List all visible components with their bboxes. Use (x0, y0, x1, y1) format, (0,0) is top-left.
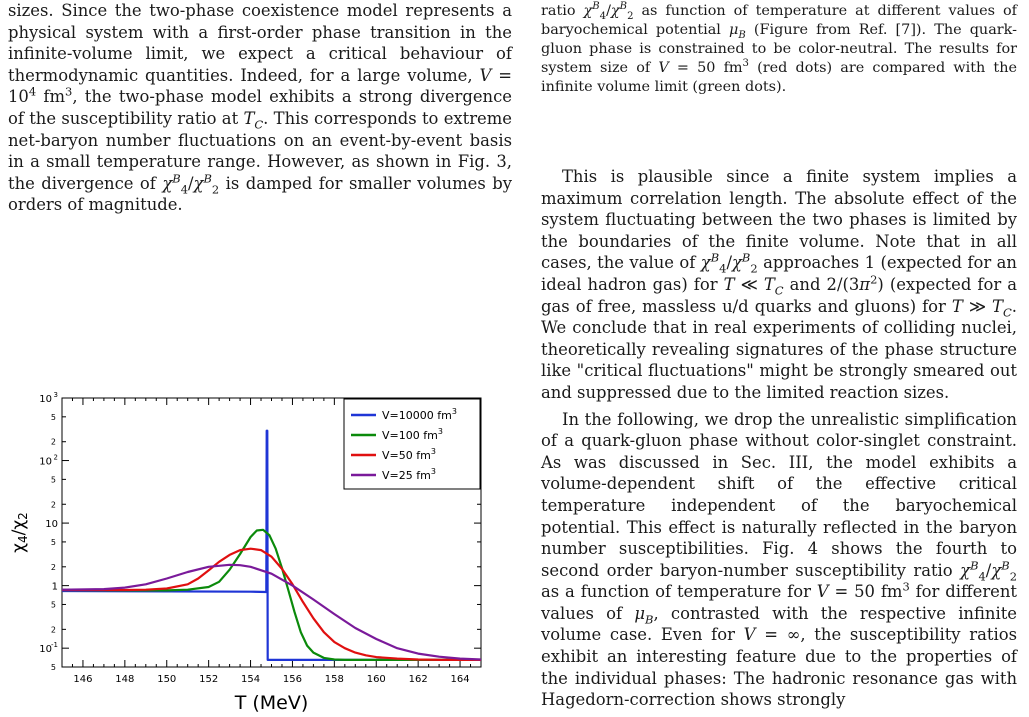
x-tick-label: 156 (282, 674, 302, 685)
y-major-tick-exponent: 2 (53, 453, 58, 462)
y-major-tick-exponent: -1 (51, 641, 58, 650)
y-minor-tick-label: 5 (50, 600, 56, 610)
y-minor-tick-label: 2 (50, 625, 56, 635)
y-minor-tick-label: 2 (50, 500, 56, 510)
y-minor-tick-label: 5 (50, 475, 56, 485)
x-axis-label: T (MeV) (234, 692, 309, 714)
y-minor-tick-label: 5 (50, 663, 56, 672)
series-line-2 (62, 549, 481, 660)
right-text-column (541, 166, 1017, 711)
y-major-tick-label: 1 (51, 581, 58, 593)
right-paragraph-2: In the following, we drop the unrealistic simplification of a quark-gluon phase without color-singlet constraint. As was discussed in Sec. III, the model exhibits a volume-dependent shift of the effective critical temperature independent of the baryochemical potential. This effect is naturally reflected in the baryon number susceptibilities. Fig. 4 shows the fourth to second order baryon-number susceptibility ratio $\chi^B_4/\chi^B_2$ as a function of temperature for V = 50 $fm^3$ for different values of $\mu_B$, contrasted with the respective infinite volume case. Even for V = ∞, the susceptibility ratios exhibit an interesting feature due to the properties of the individual phases: The hadronic resonance gas with Hagedorn-correction shows strongly (541, 409, 1018, 710)
y-minor-tick-label: 2 (50, 562, 56, 572)
x-tick-label: 154 (241, 674, 261, 685)
legend-label-2: V=50 $fm^3$ (382, 447, 436, 462)
legend-label-1: V=100 $fm^3$ (382, 427, 443, 442)
y-minor-tick-label: 5 (50, 537, 56, 547)
right-paragraph-1: This is plausible since a finite system implies a maximum correlation length. The absolute effect of the system fluctuating between the two phases is limited by the boundaries of the finite volume. Note that in all cases, the value of $\chi^B_4/\chi^B_2$ approaches 1 (expected for an ideal hadron gas) for T ≪ $T_C$ and $2/(3\pi^2)$ (expected for a gas of free, massless u/d quarks and gluons) for T ≫ $T_C$. We conclude that in real experiments of colliding nuclei, theoretically revealing signatures of the phase structure like "critical fluctuations" might be strongly smeared out and suppressed due to the limited reaction sizes. (541, 167, 1017, 402)
left-text-column (8, 0, 512, 216)
y-major-tick-label: 10 (39, 644, 52, 656)
series-line-3 (62, 565, 481, 660)
y-major-tick-label: 10 (39, 456, 52, 468)
y-major-tick-label: 10 (39, 394, 52, 405)
y-major-tick-label: 10 (45, 519, 58, 531)
left-paragraph: sizes. Since the two-phase coexistence model represents a physical system with a first-order phase transition in the infinite-volume limit, we expect a critical behaviour of thermodynamic quantities. Indeed, for a large volume, $V = 10^4$ $fm^3$, the two-phase model exhibits a strong divergence of the susceptibility ratio at $T_C$. This corresponds to extreme net-baryon number fluctuations on an event-by-event basis in a small temperature range. However, as shown in Fig. 3, the divergence of $\chi^B_4/\chi^B_2$ is damped for smaller volumes by orders of magnitude. (8, 1, 512, 215)
x-tick-label: 160 (366, 674, 386, 685)
x-tick-label: 148 (115, 674, 135, 685)
x-tick-label: 146 (73, 674, 93, 685)
y-major-tick-exponent: 3 (53, 391, 58, 399)
y-minor-tick-label: 5 (50, 412, 56, 422)
x-tick-label: 158 (324, 674, 344, 685)
y-axis-label: χ4/χ2 (9, 512, 30, 553)
x-tick-label: 150 (157, 674, 177, 685)
legend-label-0: V=10000 $fm^3$ (382, 407, 457, 422)
x-tick-label: 164 (450, 674, 470, 685)
series-line-1 (62, 530, 481, 660)
chart-legend (344, 399, 480, 489)
susceptibility-ratio-chart (0, 390, 520, 717)
y-minor-tick-label: 2 (50, 437, 56, 447)
x-tick-label: 152 (199, 674, 219, 685)
caption-text: ratio $\chi^B_4/\chi^B_2$ as function of temperature at different values of baryochemical potential $\mu_B$ (Figure from Ref. [7]). The quark-gluon phase is constrained to be color-neutral. The results for system size of V = 50 $fm^3$ (red dots) are compared with the infinite volume limit (green dots). (541, 1, 1017, 95)
figure-caption (541, 2, 1017, 97)
legend-label-3: V=25 $fm^3$ (382, 467, 436, 482)
x-tick-label: 162 (408, 674, 428, 685)
